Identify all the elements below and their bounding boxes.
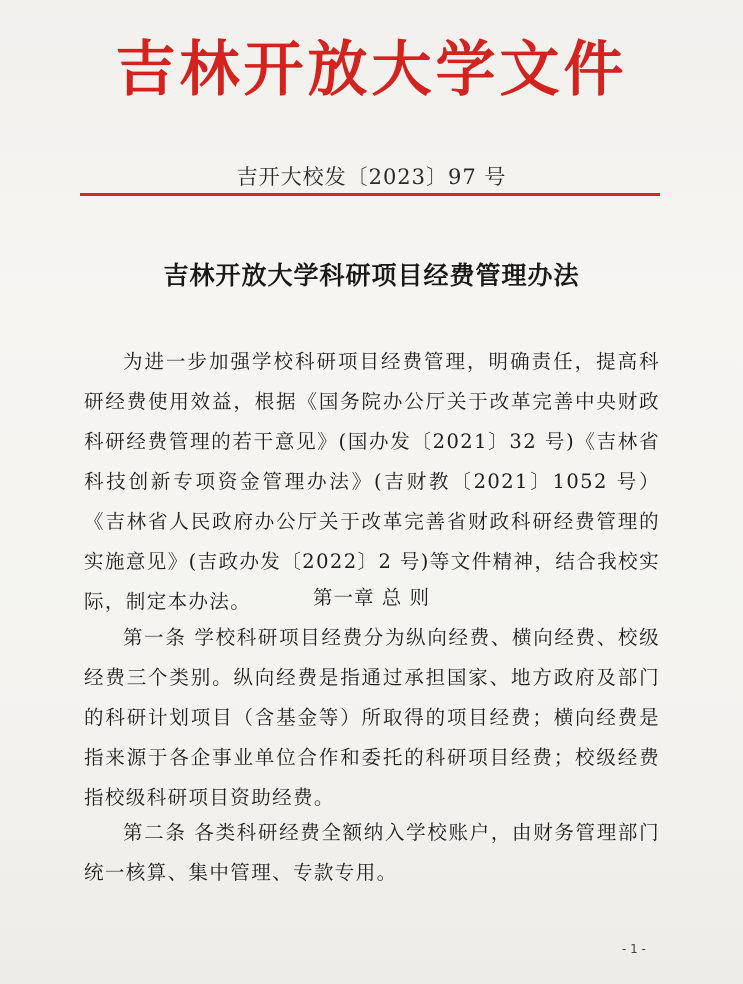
document-number: 吉开大校发〔2023〕97 号: [236, 165, 507, 189]
document-masthead: 吉林开放大学文件: [115, 35, 628, 105]
red-separator-line: [80, 193, 660, 196]
preamble-paragraph: 为进一步加强学校科研项目经费管理，明确责任，提高科研经费使用效益，根据《国务院办公厅关于改革完善中央财政科研经费管理的若干意见》(国办发〔2021〕32 号)《吉林省科技创新专项资金管理办法》(吉财教〔2021〕1052 号）《吉林省人民政府办公厅关于改革完善省财政科研经费管理的实施意见》(吉政办发〔2022〕2 号)等文件精神，结合我校实际，制定本办法。: [84, 350, 660, 613]
article-1-paragraph: 第一条 学校科研项目经费分为纵向经费、横向经费、校级经费三个类别。纵向经费是指通过承担国家、地方政府及部门的科研计划项目（含基金等）所取得的项目经费；横向经费是指来源于各企事业单位合作和委托的科研项目经费；校级经费指校级科研项目资助经费。: [84, 626, 660, 809]
chapter-heading: 第一章 总 则: [313, 586, 430, 609]
page-number: - 1 -: [622, 942, 646, 956]
article-2-paragraph: 第二条 各类科研经费全额纳入学校账户，由财务管理部门统一核算、集中管理、专款专用。: [84, 821, 660, 884]
document-title: 吉林开放大学科研项目经费管理办法: [163, 261, 580, 290]
